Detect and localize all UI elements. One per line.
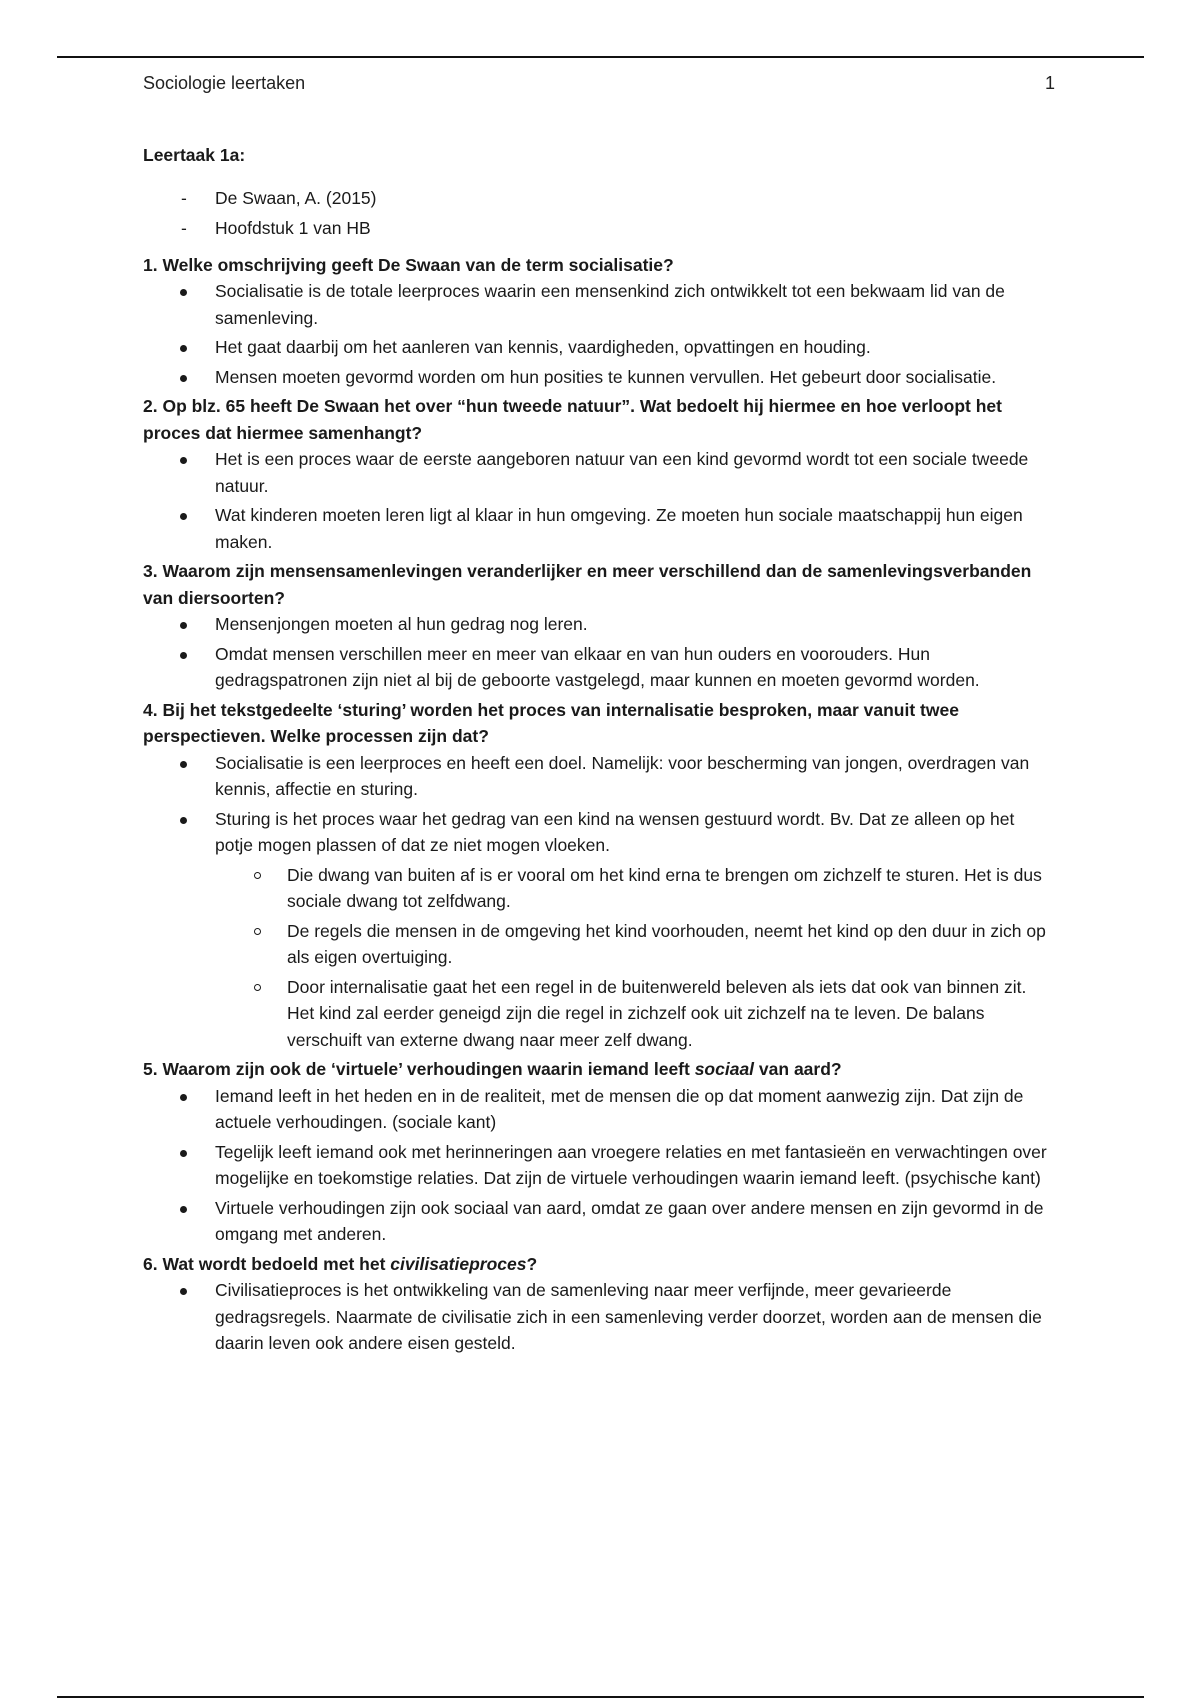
bullet-icon <box>180 1206 187 1213</box>
answer-text: Sturing is het proces waar het gedrag van een kind na wensen gestuurd wordt. Bv. Dat ze alleen op het potje mogen plassen of dat ze niet mogen vloeken. <box>215 808 1015 855</box>
answer-text: De regels die mensen in de omgeving het kind voorhouden, neemt het kind op den duur in zich op als eigen overtuiging. <box>287 920 1046 967</box>
bullet-icon <box>180 1288 187 1295</box>
answer-list-5 <box>143 1083 1055 1248</box>
document-title: Sociologie leertaken <box>143 73 306 93</box>
answer-text: Het is een proces waar de eerste aangeboren natuur van een kind gevormd wordt tot een sociale tweede natuur. <box>215 449 1029 496</box>
bullet-icon <box>180 817 187 824</box>
circle-bullet-icon <box>254 984 261 991</box>
header-rule <box>57 56 1144 58</box>
page-header <box>143 70 1055 96</box>
list-item <box>143 862 1055 915</box>
bullet-icon <box>180 1150 187 1157</box>
list-item <box>143 1195 1055 1248</box>
document-body <box>143 142 1055 1360</box>
list-item <box>143 446 1055 499</box>
bullet-icon <box>180 1094 187 1101</box>
answer-list-4 <box>143 750 1055 859</box>
bullet-icon <box>180 622 187 629</box>
bullet-icon <box>180 652 187 659</box>
list-item <box>143 641 1055 694</box>
list-item <box>143 611 1055 638</box>
bullet-icon <box>180 761 187 768</box>
source-item <box>143 215 1055 242</box>
answer-text: Omdat mensen verschillen meer en meer van elkaar en van hun ouders en voorouders. Hun gedragspatronen zijn niet al bij de geboorte vastgelegd, maar kunnen en moeten gevormd worden. <box>215 643 980 690</box>
question-text: 6. Wat wordt bedoeld met het <box>143 1253 391 1274</box>
answer-text: Iemand leeft in het heden en in de realiteit, met de mensen die op dat moment aanwezig zijn. Dat zijn de actuele verhoudingen. (sociale kant) <box>215 1085 1024 1132</box>
answer-text: Het gaat daarbij om het aanleren van kennis, vaardigheden, opvattingen en houding. <box>215 337 871 357</box>
question-2: 2. Op blz. 65 heeft De Swaan het over “hun tweede natuur”. Wat bedoelt hij hiermee en hoe verloopt het proces dat hiermee samenhangt? <box>143 396 1002 443</box>
bullet-icon <box>180 289 187 296</box>
bullet-icon <box>180 345 187 352</box>
source-text: Hoofdstuk 1 van HB <box>215 218 371 238</box>
bullet-icon <box>180 457 187 464</box>
question-1: 1. Welke omschrijving geeft De Swaan van de term socialisatie? <box>143 254 674 275</box>
list-item <box>143 806 1055 859</box>
list-item <box>143 1139 1055 1192</box>
sub-answer-list-4 <box>143 862 1055 1054</box>
answer-text: Mensenjongen moeten al hun gedrag nog leren. <box>215 614 588 634</box>
answer-list-1 <box>143 278 1055 390</box>
answer-list-6 <box>143 1277 1055 1357</box>
question-5 <box>143 1056 1055 1083</box>
bullet-icon <box>180 375 187 382</box>
list-item <box>143 278 1055 331</box>
answer-text: Virtuele verhoudingen zijn ook sociaal van aard, omdat ze gaan over andere mensen en zijn gevormd in de omgang met anderen. <box>215 1197 1044 1244</box>
dash-marker: - <box>181 187 187 208</box>
source-text: De Swaan, A. (2015) <box>215 187 377 208</box>
question-emphasis: civilisatieproces <box>390 1253 527 1274</box>
answer-text: Civilisatieproces is het ontwikkeling van de samenleving naar meer verfijnde, meer gevarieerde gedragsregels. Naarmate de civilisatie zich in een samenleving verder doorzet, worden aan de mensen die daarin leven ook andere eisen gesteld. <box>215 1280 1042 1353</box>
answer-list-2 <box>143 446 1055 555</box>
list-item <box>143 502 1055 555</box>
list-item <box>143 750 1055 803</box>
list-item <box>143 1277 1055 1357</box>
source-item <box>143 185 1055 212</box>
bullet-icon <box>180 513 187 520</box>
question-6 <box>143 1251 1055 1278</box>
list-item <box>143 974 1055 1054</box>
footer-rule <box>57 1696 1144 1698</box>
task-title: Leertaak 1a: <box>143 145 246 165</box>
dash-marker: - <box>181 218 187 238</box>
question-text: ? <box>526 1253 538 1274</box>
list-item <box>143 918 1055 971</box>
question-4: 4. Bij het tekstgedeelte ‘sturing’ worden het proces van internalisatie besproken, maar vanuit twee perspectieven. Welke processen zijn dat? <box>143 699 959 746</box>
answer-text: Die dwang van buiten af is er vooral om het kind erna te brengen om zichzelf te sturen. Het is dus sociale dwang tot zelfdwang. <box>287 864 1042 911</box>
answer-text: Tegelijk leeft iemand ook met herinneringen aan vroegere relaties en met fantasieën en verwachtingen over mogelijke en toekomstige relaties. Dat zijn de virtuele verhoudingen waarin iemand leeft. (psychische kant) <box>215 1141 1047 1188</box>
question-text: van aard? <box>754 1059 842 1079</box>
circle-bullet-icon <box>254 872 261 879</box>
answer-text: Mensen moeten gevormd worden om hun posities te kunnen vervullen. Het gebeurt door socialisatie. <box>215 366 997 387</box>
circle-bullet-icon <box>254 928 261 935</box>
list-item <box>143 364 1055 391</box>
question-text: 5. Waarom zijn ook de ‘virtuele’ verhoudingen waarin iemand leeft <box>143 1059 695 1079</box>
list-item <box>143 1083 1055 1136</box>
page-number: 1 <box>1044 73 1055 93</box>
answer-text: Door internalisatie gaat het een regel in de buitenwereld beleven als iets dat ook van binnen zit. Het kind zal eerder geneigd zijn die regel in zichzelf ook uit zichzelf na te leven. De balans verschuift van externe dwang naar meer zelf dwang. <box>287 976 1027 1050</box>
source-list <box>143 185 1055 242</box>
list-item <box>143 334 1055 361</box>
answer-text: Socialisatie is een leerproces en heeft een doel. Namelijk: voor bescherming van jongen, overdragen van kennis, affectie en sturing. <box>215 752 1030 799</box>
question-emphasis: sociaal <box>694 1059 755 1079</box>
answer-text: Socialisatie is de totale leerproces waarin een mensenkind zich ontwikkelt tot een bekwaam lid van de samenleving. <box>215 281 1005 328</box>
answer-list-3 <box>143 611 1055 694</box>
question-3: 3. Waarom zijn mensensamenlevingen veranderlijker en meer verschillend dan de samenlevingsverbanden van diersoorten? <box>143 561 1032 608</box>
answer-text: Wat kinderen moeten leren ligt al klaar in hun omgeving. Ze moeten hun sociale maatschappij hun eigen maken. <box>215 505 1023 552</box>
